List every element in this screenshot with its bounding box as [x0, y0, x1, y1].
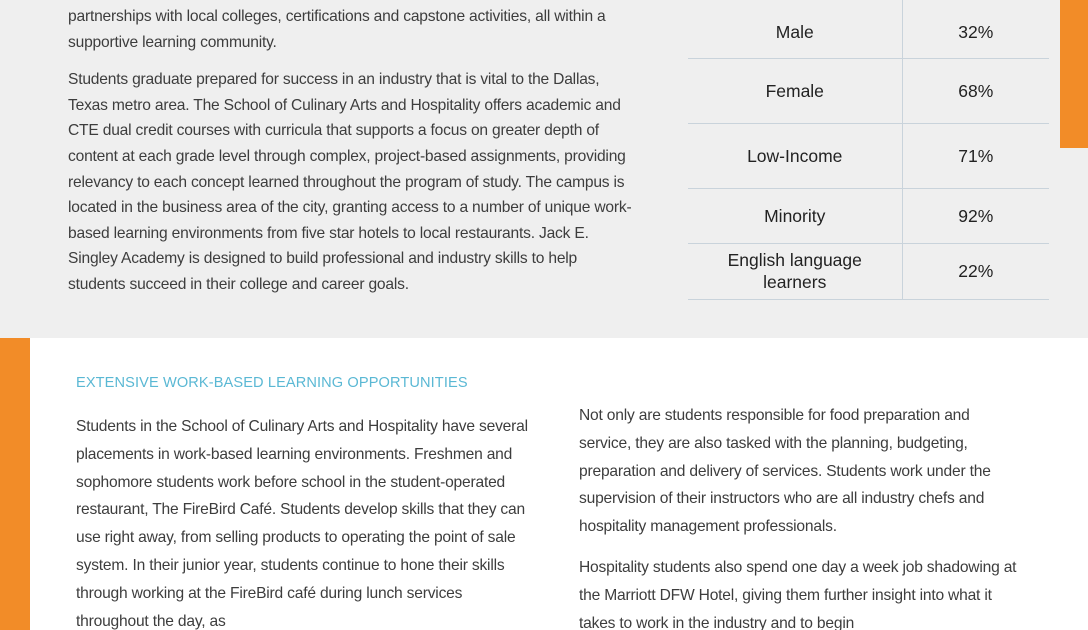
intro-paragraph-1: partnerships with local colleges, certifications and capstone activities, all within a supportive learning community.	[68, 8, 606, 51]
demographic-value: 68%	[902, 58, 1049, 123]
demographic-label: Low-Income	[688, 123, 902, 188]
orange-accent-bar-left	[0, 338, 30, 630]
table-row	[688, 123, 1049, 188]
demographic-value: 92%	[902, 188, 1049, 243]
demographics-table	[688, 0, 1049, 300]
demographic-value: 32%	[902, 0, 1049, 58]
demographic-label: Male	[688, 0, 902, 58]
left-column	[76, 413, 536, 630]
section-heading: EXTENSIVE WORK-BASED LEARNING OPPORTUNITIES	[76, 375, 468, 391]
demographic-label: Minority	[688, 188, 902, 243]
table-row	[688, 188, 1049, 243]
right-column	[579, 402, 1019, 630]
demographic-value: 22%	[902, 243, 1049, 299]
table-row	[688, 0, 1049, 58]
left-paragraph: Students in the School of Culinary Arts and Hospitality have several placements in work-based learning environments. Freshmen and sophomore students work before school in the student-operated restaurant, The FireBird Café. Students develop skills that they can use right away, from selling products to operating the point of sale system. In their junior year, students continue to hone their skills through working at the FireBird café during lunch services throughout the day, as	[76, 418, 528, 630]
right-paragraph-2: Hospitality students also spend one day a week job shadowing at the Marriott DFW Hotel, giving them further insight into what it takes to work in the industry and to begin	[579, 558, 1017, 630]
intro-text	[68, 4, 638, 310]
demographic-label: English language learners	[688, 243, 902, 299]
right-paragraph-1: Not only are students responsible for food preparation and service, they are also tasked with the planning, budgeting, preparation and delivery of services. Students work under the supervision of their instructors who are all industry chefs and hospitality management professionals.	[579, 407, 991, 536]
demographic-value: 71%	[902, 123, 1049, 188]
table-row	[688, 243, 1049, 299]
intro-paragraph-2: Students graduate prepared for success in an industry that is vital to the Dallas, Texas metro area. The School of Culinary Arts and Hospitality offers academic and CTE dual credit courses with curricula that supports a focus on greater depth of content at each grade level through complex, project-based assignments, providing relevancy to each concept learned throughout the program of study. The campus is located in the business area of the city, granting access to a number of unique work-based learning environments from five star hotels to local restaurants. Jack E. Singley Academy is designed to build professional and industry skills to help students succeed in their college and career goals.	[68, 71, 632, 293]
demographic-label: Female	[688, 58, 902, 123]
table-row	[688, 58, 1049, 123]
orange-accent-bar-right	[1060, 0, 1088, 148]
